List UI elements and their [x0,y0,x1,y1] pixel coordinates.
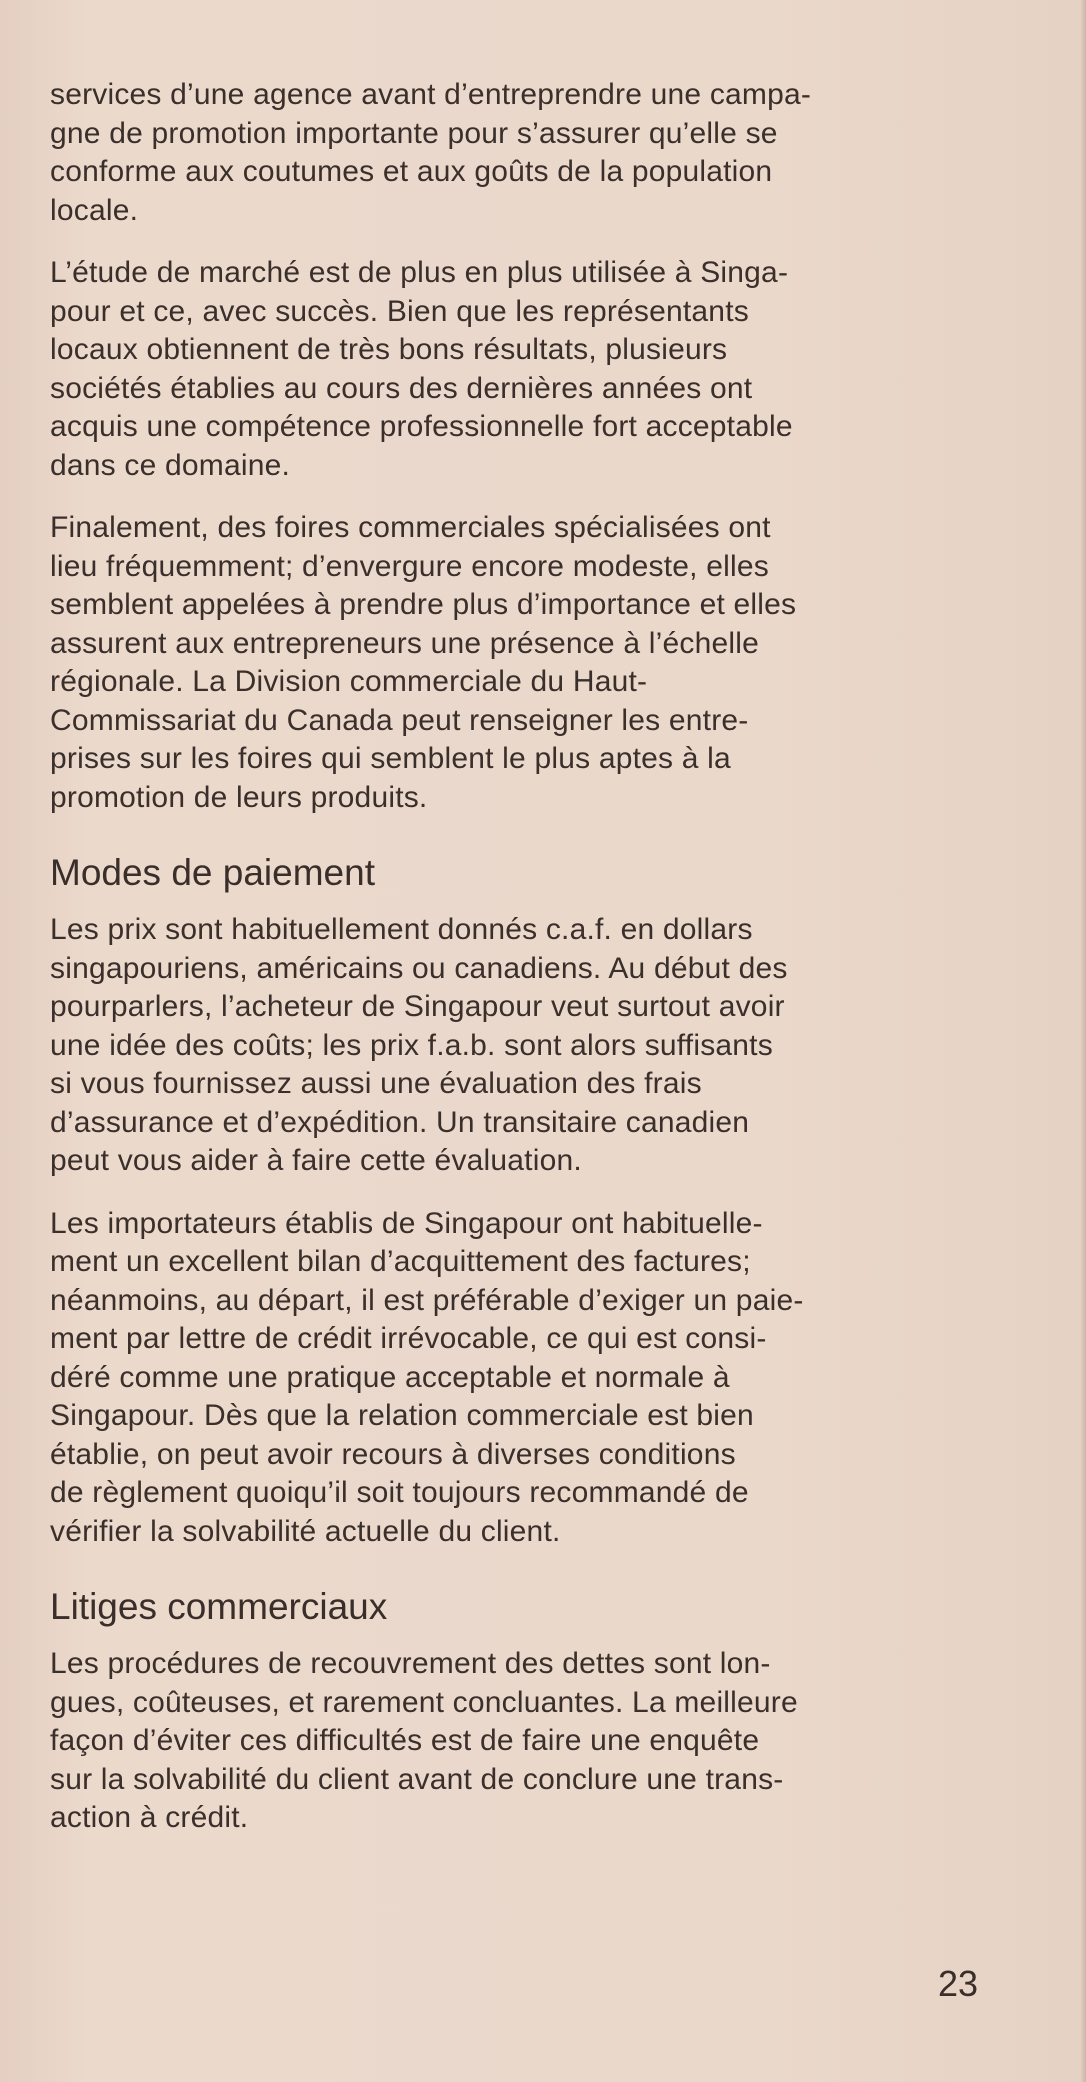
text-line: régionale. La Division commerciale du Haut- [50,665,648,698]
text-line: de règlement quoiqu’il soit toujours recommandé de [50,1476,749,1509]
text-line: une idée des coûts; les prix f.a.b. sont alors suffisants [50,1028,773,1062]
section-heading-disputes: Litiges commerciaux [50,1586,388,1627]
text-line: prises sur les foires qui semblent le plus aptes à la [50,742,731,775]
text-line: façon d’éviter ces difficultés est de faire une enquête [50,1724,760,1757]
text-line: pourparlers, l’acheteur de Singapour veut surtout avoir [50,990,785,1023]
text-line: néanmoins, au départ, il est préférable d’exiger un paie- [50,1283,804,1317]
text-line: ment un excellent bilan d’acquittement des factures; [50,1245,751,1278]
text-line: sociétés établies au cours des dernières années ont [50,371,753,405]
text-line: locale. [50,193,139,227]
text-line: déré comme une pratique acceptable et normale à [50,1360,730,1394]
text-line: L’étude de marché est de plus en plus utilisée à Singa- [50,256,789,289]
text-line: promotion de leurs produits. [50,780,428,814]
paragraph-debt-recovery [50,1645,1010,1838]
text-line: Les importateurs établis de Singapour ont habituelle- [50,1206,763,1240]
text-line: action à crédit. [50,1801,249,1834]
text-line: acquis une compétence professionnelle fort acceptable [50,410,793,443]
text-line: lieu fréquemment; d’envergure encore modeste, elles [50,549,769,583]
page-edge [1080,0,1086,2082]
text-line: gues, coûteuses, et rarement concluantes. La meilleure [50,1685,798,1719]
text-line: établie, on peut avoir recours à diverses conditions [50,1437,736,1471]
section-heading-payment: Modes de paiement [50,852,375,893]
paragraph-agency-services [50,76,1010,230]
text-line: conforme aux coutumes et aux goûts de la population [50,155,773,188]
text-line: dans ce domaine. [50,448,291,482]
text-line: Les procédures de recouvrement des dettes sont lon- [50,1647,771,1680]
text-line: si vous fournissez aussi une évaluation des frais [50,1067,702,1100]
text-line: assurent aux entrepreneurs une présence à l’échelle [50,626,759,660]
text-line: Finalement, des foires commerciales spécialisées ont [50,511,771,544]
page-content [50,76,1010,1862]
text-line: d’assurance et d’expédition. Un transitaire canadien [50,1105,750,1139]
text-line: Commissariat du Canada peut renseigner les entre- [50,703,749,737]
text-line: peut vous aider à faire cette évaluation. [50,1144,582,1177]
paragraph-trade-fairs [50,509,1010,817]
text-line: Les prix sont habituellement donnés c.a.f. en dollars [50,913,753,946]
paragraph-prices [50,911,1010,1181]
page-number: 23 [937,1963,978,2004]
paragraph-market-study [50,254,1010,485]
paragraph-importers [50,1205,1010,1552]
text-line: gne de promotion importante pour s’assurer qu’elle se [50,116,778,150]
text-line: services d’une agence avant d’entreprendre une campa- [50,78,812,111]
text-line: singapouriens, américains ou canadiens. Au début des [50,951,788,985]
text-line: locaux obtiennent de très bons résultats, plusieurs [50,333,728,366]
text-line: Singapour. Dès que la relation commerciale est bien [50,1399,754,1432]
text-line: semblent appelées à prendre plus d’importance et elles [50,588,797,621]
text-line: pour et ce, avec succès. Bien que les représentants [50,294,749,328]
text-line: vérifier la solvabilité actuelle du client. [50,1514,561,1548]
text-line: ment par lettre de crédit irrévocable, ce qui est consi- [50,1322,767,1355]
text-line: sur la solvabilité du client avant de conclure une trans- [50,1762,784,1796]
